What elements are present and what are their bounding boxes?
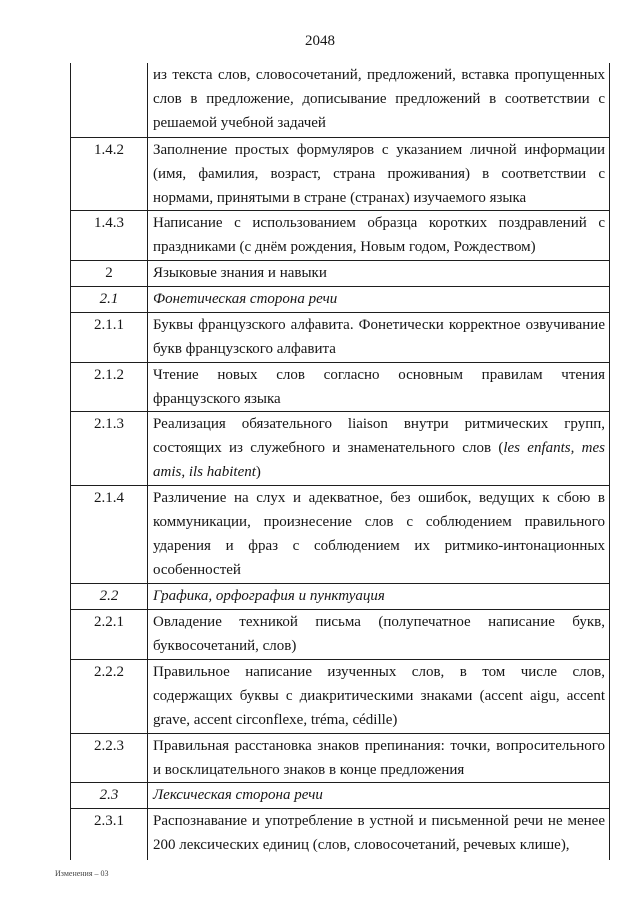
row-number: 2.1.1 <box>71 312 148 362</box>
footer-revision: Изменения – 03 <box>55 869 109 878</box>
table-row <box>71 137 610 210</box>
page-number: 2048 <box>305 33 335 49</box>
row-text: Чтение новых слов согласно основным правилам чтения французского языка <box>148 362 610 411</box>
row-number: 2.1.4 <box>71 485 148 583</box>
content-table <box>70 63 610 860</box>
row-number: 2 <box>71 260 148 286</box>
row-number: 2.1.3 <box>71 411 148 485</box>
table-row <box>71 733 610 782</box>
row-text: Распознавание и употребление в устной и письменной речи не менее 200 лексических единиц (слов, словосочетаний, речевых клише), <box>148 808 610 860</box>
row-text-part: ) <box>255 463 261 480</box>
row-text: Буквы французского алфавита. Фонетически корректное озвучивание букв французского алфавита <box>148 312 610 362</box>
section-number: 2.3 <box>71 782 148 808</box>
section-title: Графика, орфография и пунктуация <box>148 583 610 609</box>
row-text: Овладение техникой письма (полупечатное написание букв, буквосочетаний, слов) <box>148 609 610 659</box>
section-number: 2.2 <box>71 583 148 609</box>
row-number: 2.2.2 <box>71 659 148 733</box>
row-number: 1.4.2 <box>71 137 148 210</box>
table-row <box>71 63 610 137</box>
row-text <box>148 411 610 485</box>
table-row <box>71 210 610 260</box>
table-row <box>71 312 610 362</box>
row-text: из текста слов, словосочетаний, предложений, вставка пропущенных слов в предложение, дописывание предложений в соответствии с решаемой учебной задачей <box>148 63 610 137</box>
table-row <box>71 485 610 583</box>
section-title: Фонетическая сторона речи <box>148 286 610 312</box>
table-row <box>71 808 610 860</box>
french-examples: les enfants, mes amis, ils habitent <box>153 439 605 480</box>
row-text: Различение на слух и адекватное, без ошибок, ведущих к сбою в коммуникации, произнесение слов с соблюдением правильного ударения и фраз с соблюдением их ритмико-интонационных особенностей <box>148 485 610 583</box>
section-row <box>71 286 610 312</box>
table-row <box>71 411 610 485</box>
row-number <box>71 63 148 137</box>
row-number: 2.1.2 <box>71 362 148 411</box>
section-row <box>71 782 610 808</box>
section-title: Лексическая сторона речи <box>148 782 610 808</box>
row-text-part: Реализация обязательного liaison внутри ритмических групп, состоящих из служебного и знаменательного слов ( <box>153 415 605 456</box>
row-number: 1.4.3 <box>71 210 148 260</box>
table-row <box>71 659 610 733</box>
row-text: Написание с использованием образца коротких поздравлений с праздниками (с днём рождения, Новым годом, Рождеством) <box>148 210 610 260</box>
table-row <box>71 609 610 659</box>
row-number: 2.2.3 <box>71 733 148 782</box>
row-number: 2.3.1 <box>71 808 148 860</box>
row-number: 2.2.1 <box>71 609 148 659</box>
section-row <box>71 583 610 609</box>
row-text: Правильная расстановка знаков препинания: точки, вопросительного и восклицательного знаков в конце предложения <box>148 733 610 782</box>
table-row <box>71 260 610 286</box>
table-row <box>71 362 610 411</box>
section-number: 2.1 <box>71 286 148 312</box>
row-text: Заполнение простых формуляров с указанием личной информации (имя, фамилия, возраст, страна проживания) в соответствии с нормами, принятыми в стране (странах) изучаемого языка <box>148 137 610 210</box>
row-text: Правильное написание изученных слов, в том числе слов, содержащих буквы с диакритическими знаками (accent aigu, accent grave, accent circonflexe, tréma, cédille) <box>148 659 610 733</box>
row-text: Языковые знания и навыки <box>148 260 610 286</box>
